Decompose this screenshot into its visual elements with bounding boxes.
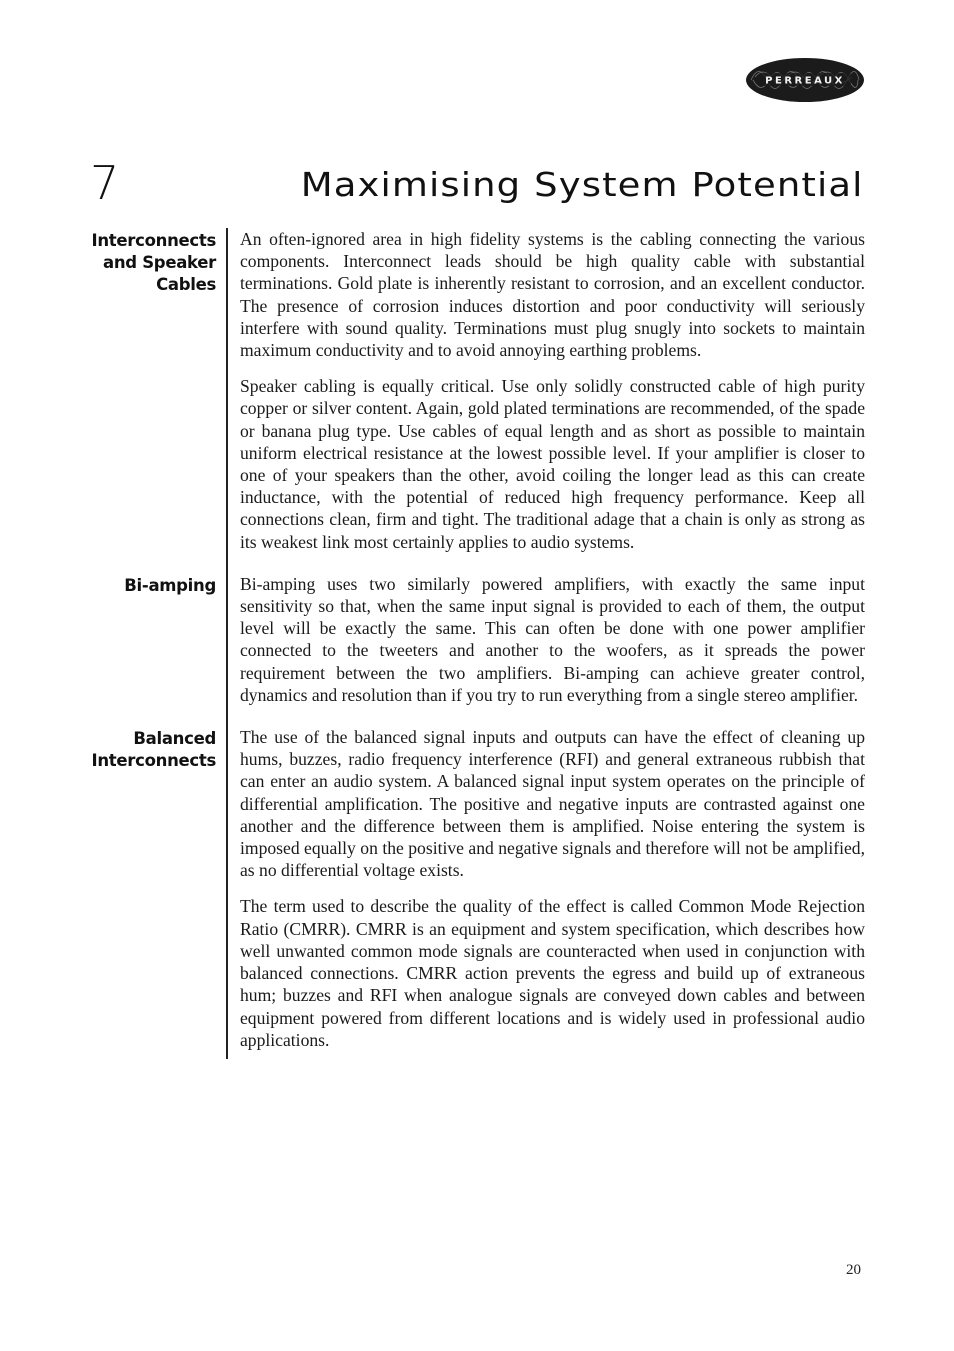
chapter-title: Maximising System Potential — [301, 165, 864, 204]
section-heading — [0, 726, 216, 1059]
paragraph: The use of the balanced signal inputs and outputs can have the effect of cleaning up hums, buzzes, radio frequency interference (RFI) and general extraneous rubbish that can enter an audio system. A balanced signal input system operates on the principle of differential amplification. The positive and negative inputs are contrasted against one another and the difference between them is amplified. Noise entering the system is imposed equally on the positive and negative signals and therefore will not be amplified, as no differential voltage exists. — [240, 727, 865, 881]
logo-text: PERREAUX — [765, 75, 845, 87]
paragraph: Bi-amping uses two similarly powered amplifiers, with exactly the same input sensitivity so that, when the same input signal is provided to each of them, the output level will be exactly the same. This can often be done with one power amplifier connected to the tweeters and another to the woofers, as it spreads the power requirement between the two amplifiers. Bi-amping can achieve greater control, dynamics and resolution than if you try to run everything from a single stereo amplifier. — [240, 573, 865, 705]
content — [0, 228, 954, 1059]
paragraph: An often-ignored area in high fidelity systems is the cabling connecting the various components. Interconnect leads should be high quality cable with substantial terminations. Gold plate is inherently resistant to corrosion, and an excellent conductor. The presence of corrosion induces distortion and poor conductivity will seriously interfere with sound quality. Terminations must plug snugly into sockets to maintain maximum conductivity and to avoid annoying earthing problems. — [240, 229, 865, 361]
section-rule — [226, 228, 228, 573]
section-rule — [226, 573, 228, 726]
heading-line: Interconnects — [91, 231, 216, 250]
page-number: 20 — [846, 1262, 861, 1278]
heading-line: Interconnects — [91, 751, 216, 771]
section-bi-amping — [0, 573, 954, 726]
section-body — [240, 726, 865, 1059]
heading-line: Bi-amping — [124, 575, 216, 595]
section-heading — [0, 573, 216, 726]
paragraph: The term used to describe the quality of the effect is called Common Mode Rejection Ratio (CMRR). CMRR is an equipment and system specification, which describes how well unwanted common mode signals are counteracted when used in conjunction with balanced connections. CMRR action prevents the egress and build up of extraneous hum; buzzes and RFI when analogue signals are conveyed down cables and between equipment powered from different locations and is widely used in professional audio applications. — [240, 896, 865, 1050]
section-body — [240, 228, 865, 573]
perreaux-logo — [745, 57, 865, 103]
heading-line: Cables — [156, 275, 216, 294]
section-heading — [0, 228, 216, 573]
section-body — [240, 573, 865, 726]
chapter-number: 7 — [90, 156, 120, 210]
section-balanced-interconnects — [0, 726, 954, 1059]
heading-line: Balanced — [133, 729, 216, 749]
heading-line: and Speaker — [102, 253, 216, 272]
paragraph: Speaker cabling is equally critical. Use only solidly constructed cable of high purity copper or silver content. Again, gold plated terminations are recommended, of the spade or banana plug type. Use cables of equal length and as short as possible to maintain uniform electrical resistance at the lowest possible level. If your amplifier is closer to one of your speakers than the other, avoid coiling the longer lead as this can create inductance, with the potential of reduced high frequency performance. Keep all connections clean, firm and tight. The traditional adage that a chain is only as strong as its weakest link most certainly applies to audio systems. — [240, 376, 865, 552]
section-interconnects-speaker-cables — [0, 228, 954, 573]
section-rule — [226, 726, 228, 1059]
